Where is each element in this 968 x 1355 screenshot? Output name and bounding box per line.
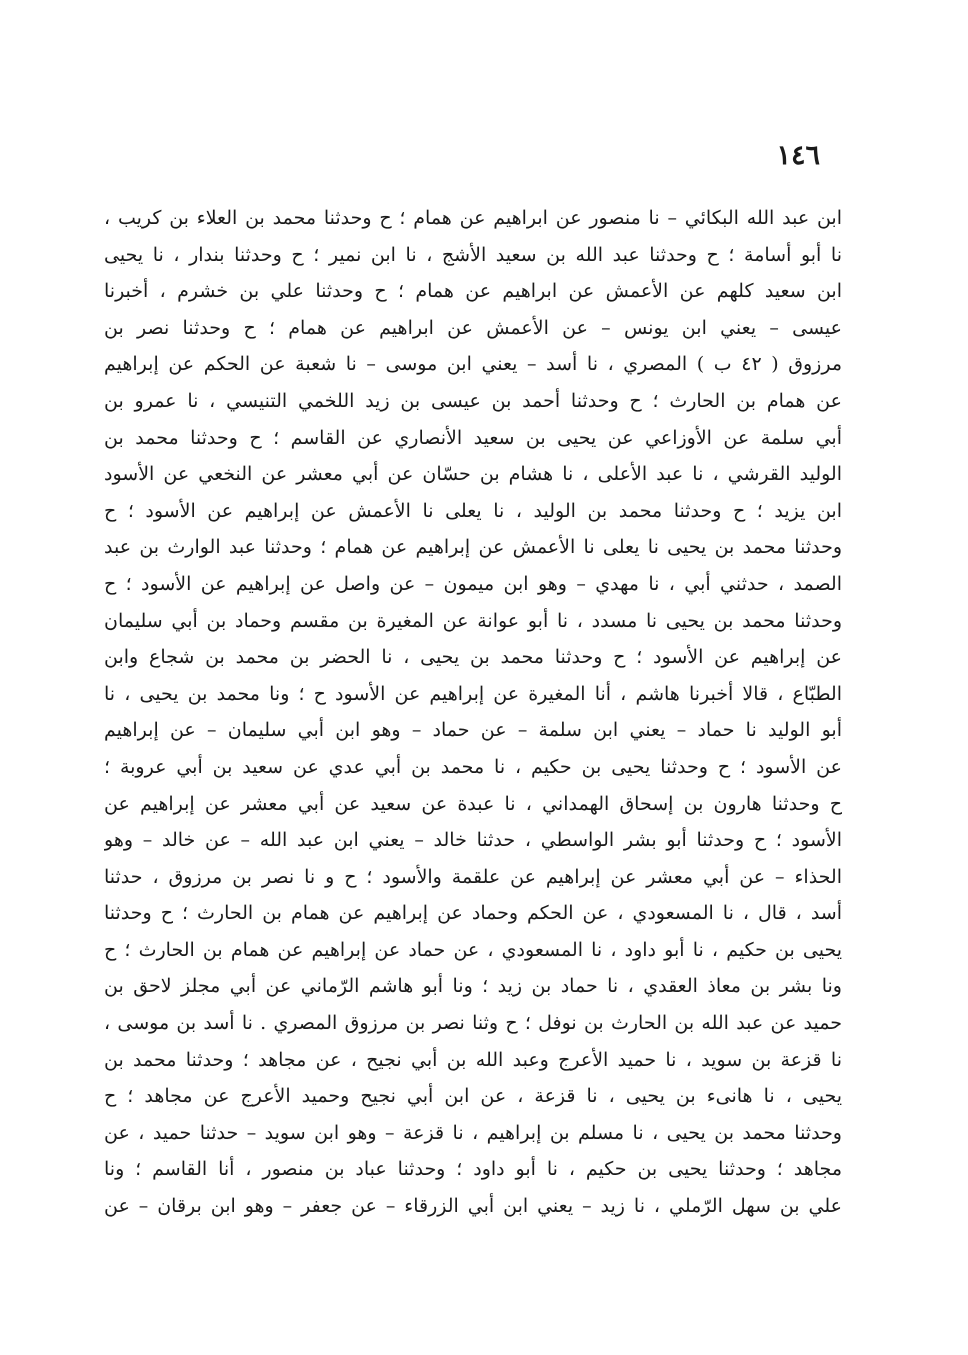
text-line: ونا بشر بن معاذ العقدي ، نا حماد بن زيد ؛ ونا أبو هاشم الرّماني عن أبي مجلز لاحق بن [104, 975, 842, 998]
body-text [104, 200, 842, 1225]
text-line: أبو الوليد نا حماد – يعني ابن سلمة – عن حماد – وهو ابن أبي سليمان – عن إبراهيم [104, 719, 842, 742]
text-line: الوليد القرشي ، نا عبد الأعلى ، نا هشام بن حسّان عن أبي معشر عن النخعي عن الأسود [104, 463, 842, 486]
text-line: ابن يزيد ؛ ح وحدثنا محمد بن الوليد ، نا يعلى نا الأعمش عن إبراهيم عن الأسود ؛ ح [104, 499, 842, 522]
text-line: أبي سلمة عن الأوزاعي عن يحيى بن سعيد الأنصاري عن القاسم ؛ ح وحدثنا محمد بن [104, 426, 842, 449]
text-line: عن همام بن الحارث ؛ ح وحدثنا أحمد بن عيسى بن زيد اللخمي التنيسي ، نا عمرو بن [104, 389, 842, 412]
text-line: حميد عن عبد الله بن الحارث بن نوفل ؛ ح وثنا نصر بن مرزوق المصري . نا أسد بن موسى ، [104, 1012, 842, 1035]
text-line: عن الأسود ؛ ح وحدثنا يحيى بن حكيم ، نا محمد بن أبي عدي عن سعيد بن أبي عروبة ؛ [104, 755, 842, 778]
text-line: ح وحدثنا هارون بن إسحاق الهمداني ، نا عبدة عن سعيد عن أبي معشر عن إبراهيم عن [104, 792, 842, 815]
text-line: يحيى ، نا هانىء بن يحيى ، نا قزعة ، عن ابن أبي نجيح وحميد الأعرج عن مجاهد ؛ ح [104, 1085, 842, 1108]
text-line: مرزوق ( ٤٢ ب ) المصري ، نا أسد – يعني ابن موسى – نا شعبة عن الحكم عن إبراهيم [104, 353, 842, 376]
text-line: الأسود ؛ ح وحدثنا أبو بشر الواسطي ، حدثنا خالد – يعني ابن عبد الله – عن خالد – وهو [104, 829, 842, 852]
text-line: الطبّاع ، قالا أخبرنا هاشم ، أنا المغيرة عن إبراهيم عن الأسود ح ؛ ونا محمد بن يحيى ، نا [104, 682, 842, 705]
text-line: ابن سعيد كلهم عن الأعمش عن ابراهيم عن همام ؛ ح وحدثنا علي بن خشرم ، أخبرنا [104, 280, 842, 303]
text-line: يحيى بن حكيم ، نا أبو داود ، نا المسعودي ، عن حماد عن إبراهيم عن همام بن الحارث ؛ ح [104, 938, 842, 961]
text-line: نا قزعة بن سويد ، نا حميد الأعرج وعبد الله بن أبي نجيح ، عن مجاهد ؛ وحدثنا محمد بن [104, 1048, 842, 1071]
text-line: مجاهد ؛ وحدثنا يحيى بن حكيم ، نا أبو داود ؛ وحدثنا عباد بن منصور ، أنا القاسم ؛ ونا [104, 1158, 842, 1181]
text-line: الصمد ، حدثني أبي ، نا مهدي – وهو ابن ميمون – عن واصل عن إبراهيم عن الأسود ؛ ح [104, 572, 842, 595]
text-line: الحذاء – عن أبي معشر عن إبراهيم عن علقمة والأسود ؛ ح و نا نصر بن مرزوق ، حدثنا [104, 865, 842, 888]
text-line: أسد ، قال ، نا المسعودي ، عن الحكم وحماد عن إبراهيم عن همام بن الحارث ؛ ح وحدثنا [104, 902, 842, 925]
text-line: وحدثنا محمد بن يحيى نا مسدد ، نا أبو عوانة عن المغيرة بن مقسم وحماد بن أبي سليمان [104, 609, 842, 632]
text-line: علي بن سهل الرّملي ، نا زيد – يعني ابن أبي الزرقاء – عن جعفر – وهو ابن برقان – عن [104, 1195, 842, 1218]
text-line: عن إبراهيم عن الأسود ؛ ح وحدثنا محمد بن يحيى ، نا الحضر بن محمد بن شجاع وابن [104, 646, 842, 669]
text-line: عيسى – يعني ابن يونس – عن الأعمش عن ابراهيم عن همام ؛ ح وحدثنا نصر بن [104, 316, 842, 339]
page-number: ١٤٦ [776, 140, 820, 171]
text-line: نا أبو أسامة ؛ ح وحدثنا عبد الله بن سعيد الأشج ، نا ابن نمير ؛ ح وحدثنا بندار ، نا يحيى [104, 243, 842, 266]
text-line: وحدثنا محمد بن يحيى ، نا مسلم بن إبراهيم ، نا قزعة – وهو ابن سويد – حدثنا حميد ، عن [104, 1121, 842, 1144]
text-line: وحدثنا محمد بن يحيى نا يعلى نا الأعمش عن إبراهيم عن همام ؛ وحدثنا عبد الوارث بن عبد [104, 536, 842, 559]
text-line: ابن عبد الله البكائي – نا منصور عن ابراهيم عن همام ؛ ح وحدثنا محمد بن العلاء بن كريب ، [104, 207, 842, 229]
